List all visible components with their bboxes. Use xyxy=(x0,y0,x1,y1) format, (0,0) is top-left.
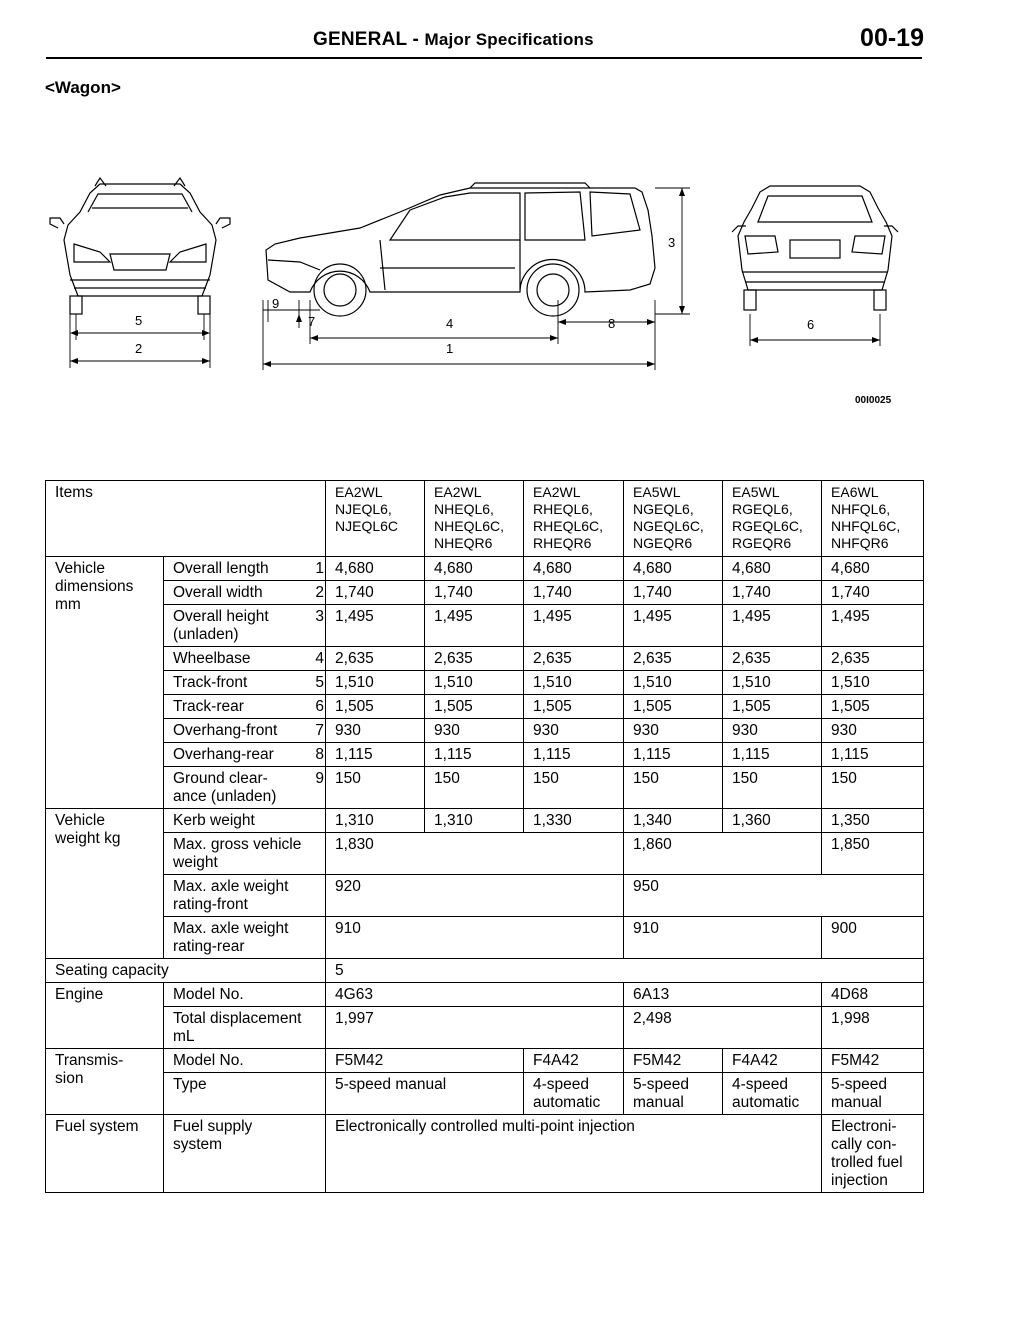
cell: F4A42 xyxy=(723,1049,822,1073)
cell: 1,998 xyxy=(822,1007,924,1049)
cell: 1,495 xyxy=(723,605,822,647)
row-label: Kerb weight xyxy=(164,809,326,833)
cell: 910 xyxy=(624,917,822,959)
model-header: EA5WL NGEQL6, NGEQL6C, NGEQR6 xyxy=(624,481,723,557)
row-label: Model No. xyxy=(164,983,326,1007)
cell: 150 xyxy=(822,767,924,809)
cell: 1,115 xyxy=(624,743,723,767)
cell: F5M42 xyxy=(624,1049,723,1073)
cell: 930 xyxy=(425,719,524,743)
side-view-drawing xyxy=(266,183,655,316)
specifications-table xyxy=(45,480,924,1193)
row-callout: 8 xyxy=(307,743,326,767)
callout-7: 7 xyxy=(308,314,316,329)
row-label: Overhang-rear xyxy=(164,743,307,767)
row-callout: 4 xyxy=(307,647,326,671)
cell: 920 xyxy=(326,875,624,917)
callout-6: 6 xyxy=(807,317,815,332)
cell: 1,510 xyxy=(326,671,425,695)
page-number: 00-19 xyxy=(860,24,924,52)
cell: 1,505 xyxy=(822,695,924,719)
front-view-drawing xyxy=(50,178,230,314)
row-label: Max. axle weight rating-rear xyxy=(164,917,326,959)
items-header: Items xyxy=(46,481,326,557)
cell: 4,680 xyxy=(624,557,723,581)
cell: 1,495 xyxy=(624,605,723,647)
cell: 1,510 xyxy=(822,671,924,695)
cell: 1,740 xyxy=(326,581,425,605)
row-label: Fuel supply system xyxy=(164,1115,326,1193)
figure-code: 00I0025 xyxy=(855,395,892,406)
table-row xyxy=(46,809,924,833)
cell: 900 xyxy=(822,917,924,959)
table-row xyxy=(46,983,924,1007)
table-row xyxy=(46,743,924,767)
cell: 930 xyxy=(723,719,822,743)
cell: 4-speed automatic xyxy=(524,1073,624,1115)
group-weight: Vehicle weight kg xyxy=(46,809,164,959)
table-row xyxy=(46,917,924,959)
cell: 2,498 xyxy=(624,1007,822,1049)
row-label: Ground clear- ance (unladen) xyxy=(164,767,307,809)
cell: 4-speed automatic xyxy=(723,1073,822,1115)
row-callout: 3 xyxy=(307,605,326,647)
cell: 2,635 xyxy=(524,647,624,671)
cell: 1,740 xyxy=(524,581,624,605)
table-row xyxy=(46,671,924,695)
cell: 1,505 xyxy=(326,695,425,719)
cell: 1,360 xyxy=(723,809,822,833)
title-sub: Major Specifications xyxy=(424,30,594,49)
table-header-row xyxy=(46,481,924,557)
cell: 930 xyxy=(822,719,924,743)
cell: 5-speed manual xyxy=(822,1073,924,1115)
cell: 1,350 xyxy=(822,809,924,833)
cell: 1,340 xyxy=(624,809,723,833)
cell: F4A42 xyxy=(524,1049,624,1073)
cell: 1,495 xyxy=(822,605,924,647)
table-row xyxy=(46,1049,924,1073)
group-engine: Engine xyxy=(46,983,164,1049)
row-label: Track-rear xyxy=(164,695,307,719)
cell: 1,115 xyxy=(524,743,624,767)
table-row xyxy=(46,1073,924,1115)
cell: 1,850 xyxy=(822,833,924,875)
cell: 2,635 xyxy=(624,647,723,671)
cell: 1,505 xyxy=(425,695,524,719)
table-row xyxy=(46,1007,924,1049)
cell: 1,115 xyxy=(326,743,425,767)
model-header: EA6WL NHFQL6, NHFQL6C, NHFQR6 xyxy=(822,481,924,557)
callout-3: 3 xyxy=(668,235,676,250)
row-label: Wheelbase xyxy=(164,647,307,671)
table-row xyxy=(46,647,924,671)
table-row xyxy=(46,605,924,647)
cell: 4,680 xyxy=(326,557,425,581)
cell: 1,115 xyxy=(822,743,924,767)
row-callout: 1 xyxy=(307,557,326,581)
callout-2: 2 xyxy=(135,341,143,356)
cell: Electroni- cally con- trolled fuel injection xyxy=(822,1115,924,1193)
rear-view-drawing xyxy=(732,186,898,310)
cell: 930 xyxy=(524,719,624,743)
cell: 4,680 xyxy=(723,557,822,581)
table-row xyxy=(46,1115,924,1193)
row-label: Model No. xyxy=(164,1049,326,1073)
cell: 2,635 xyxy=(723,647,822,671)
table-row xyxy=(46,557,924,581)
row-label: Max. gross vehicle weight xyxy=(164,833,326,875)
callout-8: 8 xyxy=(608,316,616,331)
header-rule xyxy=(46,57,922,59)
cell: F5M42 xyxy=(326,1049,524,1073)
cell: 930 xyxy=(326,719,425,743)
table-row xyxy=(46,695,924,719)
cell: 4,680 xyxy=(425,557,524,581)
model-header: EA2WL NHEQL6, NHEQL6C, NHEQR6 xyxy=(425,481,524,557)
table-row xyxy=(46,833,924,875)
title-main: GENERAL xyxy=(313,29,407,50)
cell: 5-speed manual xyxy=(326,1073,524,1115)
model-header: EA2WL NJEQL6, NJEQL6C xyxy=(326,481,425,557)
row-callout: 5 xyxy=(307,671,326,695)
cell: 1,740 xyxy=(425,581,524,605)
page-title xyxy=(313,29,594,51)
callout-1: 1 xyxy=(446,341,454,356)
cell: 1,330 xyxy=(524,809,624,833)
cell: 950 xyxy=(624,875,924,917)
model-header: EA2WL RHEQL6, RHEQL6C, RHEQR6 xyxy=(524,481,624,557)
cell: 4G63 xyxy=(326,983,624,1007)
row-label: Overall length xyxy=(164,557,307,581)
row-callout: 6 xyxy=(307,695,326,719)
row-label: Overall width xyxy=(164,581,307,605)
row-label: Seating capacity xyxy=(46,959,326,983)
cell: 150 xyxy=(326,767,425,809)
cell: 1,310 xyxy=(425,809,524,833)
cell: 1,860 xyxy=(624,833,822,875)
cell: 1,830 xyxy=(326,833,624,875)
row-label: Overhang-front xyxy=(164,719,307,743)
row-label: Max. axle weight rating-front xyxy=(164,875,326,917)
cell: Electronically controlled multi-point injection xyxy=(326,1115,822,1193)
cell: 2,635 xyxy=(425,647,524,671)
row-label: Overall height (unladen) xyxy=(164,605,307,647)
group-dimensions: Vehicle dimensions mm xyxy=(46,557,164,809)
cell: 5-speed manual xyxy=(624,1073,723,1115)
row-callout: 9 xyxy=(307,767,326,809)
table-row xyxy=(46,719,924,743)
cell: 2,635 xyxy=(822,647,924,671)
cell: 150 xyxy=(524,767,624,809)
cell: 1,505 xyxy=(524,695,624,719)
cell: 1,740 xyxy=(723,581,822,605)
cell: 1,505 xyxy=(723,695,822,719)
cell: 1,740 xyxy=(822,581,924,605)
group-transmission: Transmis- sion xyxy=(46,1049,164,1115)
callout-4: 4 xyxy=(446,316,454,331)
cell: 1,510 xyxy=(425,671,524,695)
cell: 1,510 xyxy=(524,671,624,695)
row-callout: 2 xyxy=(307,581,326,605)
cell: 1,115 xyxy=(723,743,822,767)
row-callout: 7 xyxy=(307,719,326,743)
table-row xyxy=(46,581,924,605)
model-header: EA5WL RGEQL6, RGEQL6C, RGEQR6 xyxy=(723,481,822,557)
table-row xyxy=(46,875,924,917)
cell: 1,510 xyxy=(723,671,822,695)
section-title: <Wagon> xyxy=(45,78,121,97)
row-label: Track-front xyxy=(164,671,307,695)
cell: 4D68 xyxy=(822,983,924,1007)
cell: 4,680 xyxy=(822,557,924,581)
row-label: Type xyxy=(164,1073,326,1115)
cell: 150 xyxy=(425,767,524,809)
cell: 1,510 xyxy=(624,671,723,695)
cell: 1,505 xyxy=(624,695,723,719)
table-row xyxy=(46,767,924,809)
cell: 1,310 xyxy=(326,809,425,833)
cell: 6A13 xyxy=(624,983,822,1007)
table-row xyxy=(46,959,924,983)
callout-5: 5 xyxy=(135,313,143,328)
cell: F5M42 xyxy=(822,1049,924,1073)
cell: 2,635 xyxy=(326,647,425,671)
cell: 1,997 xyxy=(326,1007,624,1049)
callout-9: 9 xyxy=(272,296,280,311)
vehicle-dimension-diagram xyxy=(0,170,1024,385)
title-sep: - xyxy=(412,29,419,50)
cell: 4,680 xyxy=(524,557,624,581)
cell: 910 xyxy=(326,917,624,959)
group-fuel: Fuel system xyxy=(46,1115,164,1193)
cell: 5 xyxy=(326,959,924,983)
cell: 1,495 xyxy=(326,605,425,647)
cell: 1,495 xyxy=(524,605,624,647)
cell: 1,115 xyxy=(425,743,524,767)
cell: 150 xyxy=(624,767,723,809)
cell: 1,740 xyxy=(624,581,723,605)
cell: 930 xyxy=(624,719,723,743)
cell: 150 xyxy=(723,767,822,809)
cell: 1,495 xyxy=(425,605,524,647)
row-label: Total displacement mL xyxy=(164,1007,326,1049)
